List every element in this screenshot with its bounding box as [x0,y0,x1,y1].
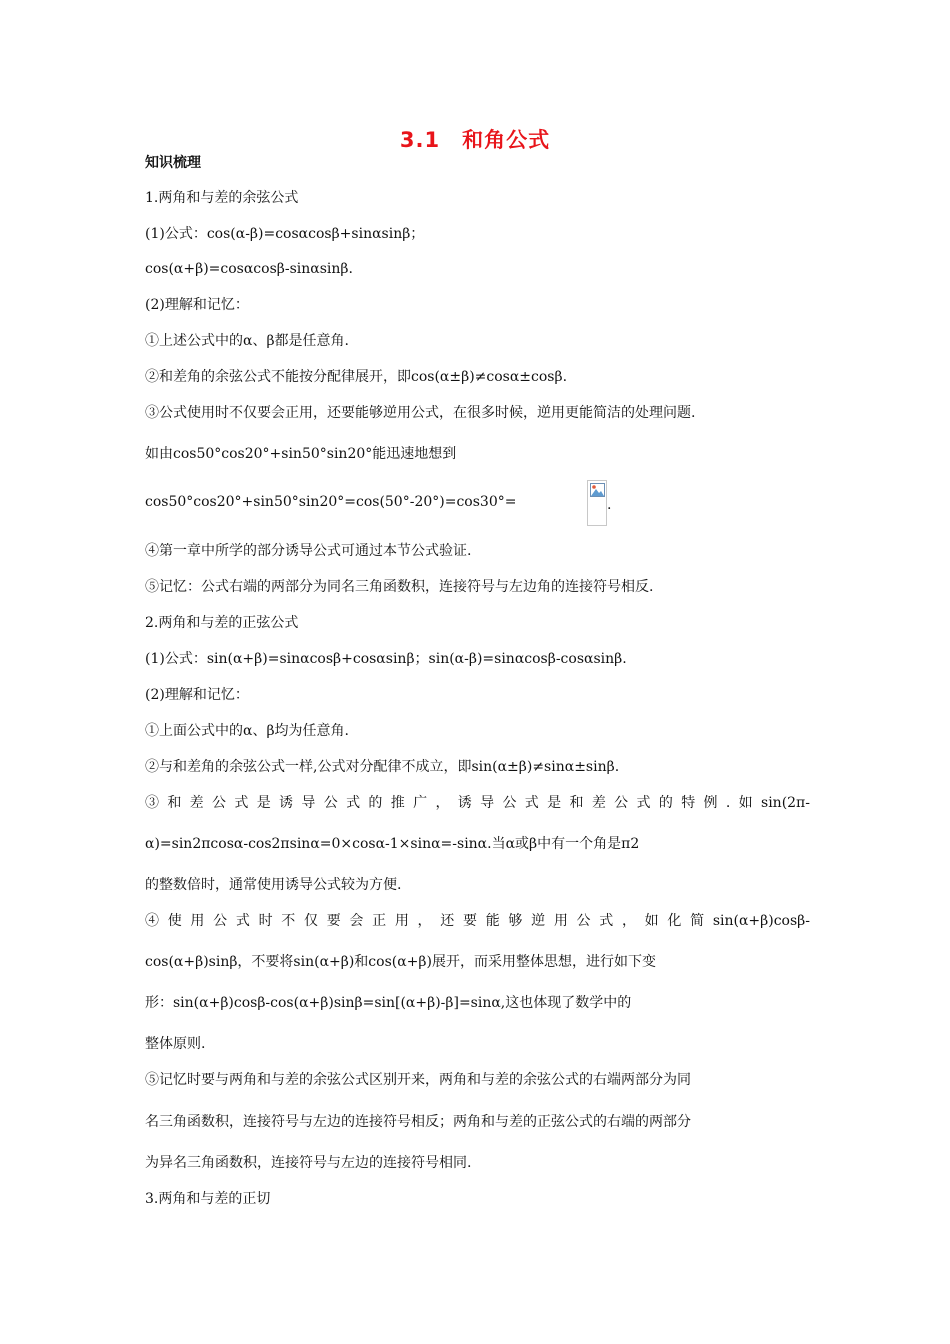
text-line: (1)公式：cos(α-β)=cosαcosβ+sinαsinβ； [145,226,425,242]
text-line: 名三角函数积，连接符号与左边的连接符号相反；两角和与差的正弦公式的右端的两部分 [145,1114,691,1130]
text-line: ④使用公式时不仅要会正用，还要能够逆用公式，如化简sin(α+β)cosβ- [145,913,810,929]
text-line: α)=sin2πcosα-cos2πsinα=0×cosα-1×sinα=-sinα.当α或β中有一个角是π2 [145,836,640,852]
text-line: (2)理解和记忆： [145,297,249,313]
text-line: 形：sin(α+β)cosβ-cos(α+β)sinβ=sin[(α+β)-β]=sinα,这也体现了数学中的 [145,995,632,1011]
text-line: ⑤记忆时要与两角和与差的余弦公式区别开来，两角和与差的余弦公式的右端两部分为同 [145,1072,691,1088]
text-line: cos(α+β)sinβ，不要将sin(α+β)和cos(α+β)展开，而采用整体思想，进行如下变 [145,954,656,970]
text-line: (1)公式：sin(α+β)=sinαcosβ+cosαsinβ；sin(α-β)=sinαcosβ-cosαsinβ. [145,651,627,667]
text-line: ④第一章中所学的部分诱导公式可通过本节公式验证. [145,543,472,559]
text-line: ②与和差角的余弦公式一样,公式对分配律不成立，即sin(α±β)≠sinα±sinβ. [145,759,620,775]
text-line: ③和差公式是诱导公式的推广，诱导公式是和差公式的特例.如sin(2π- [145,795,810,811]
text-line: (2)理解和记忆： [145,687,249,703]
formula-image [587,480,607,526]
text-line: 3.两角和与差的正切 [145,1191,271,1207]
text-line: 2.两角和与差的正弦公式 [145,615,299,631]
text-line: ⑤记忆：公式右端的两部分为同名三角函数积，连接符号与左边角的连接符号相反. [145,579,654,595]
text-line: ①上述公式中的α、β都是任意角. [145,333,349,349]
text-line: 1.两角和与差的余弦公式 [145,190,299,206]
text-line: 为异名三角函数积，连接符号与左边的连接符号相同. [145,1155,472,1171]
text-line: ①上面公式中的α、β均为任意角. [145,723,349,739]
broken-image-icon [590,483,605,497]
section-heading: 知识梳理 [145,155,201,171]
sentence-period: . [607,497,612,513]
text-line: cos50°cos20°+sin50°sin20°=cos(50°-20°)=cos30°= [145,494,517,510]
text-line: ③公式使用时不仅要会正用，还要能够逆用公式，在很多时候，逆用更能简洁的处理问题. [145,405,696,421]
text-line: cos(α+β)=cosαcosβ-sinαsinβ. [145,261,353,277]
text-line: 整体原则. [145,1036,206,1052]
page-title: 3.1 和角公式 [399,128,551,152]
text-line: 的整数倍时，通常使用诱导公式较为方便. [145,877,402,893]
text-line: 如由cos50°cos20°+sin50°sin20°能迅速地想到 [145,446,457,462]
text-line: ②和差角的余弦公式不能按分配律展开，即cos(α±β)≠cosα±cosβ. [145,369,568,385]
